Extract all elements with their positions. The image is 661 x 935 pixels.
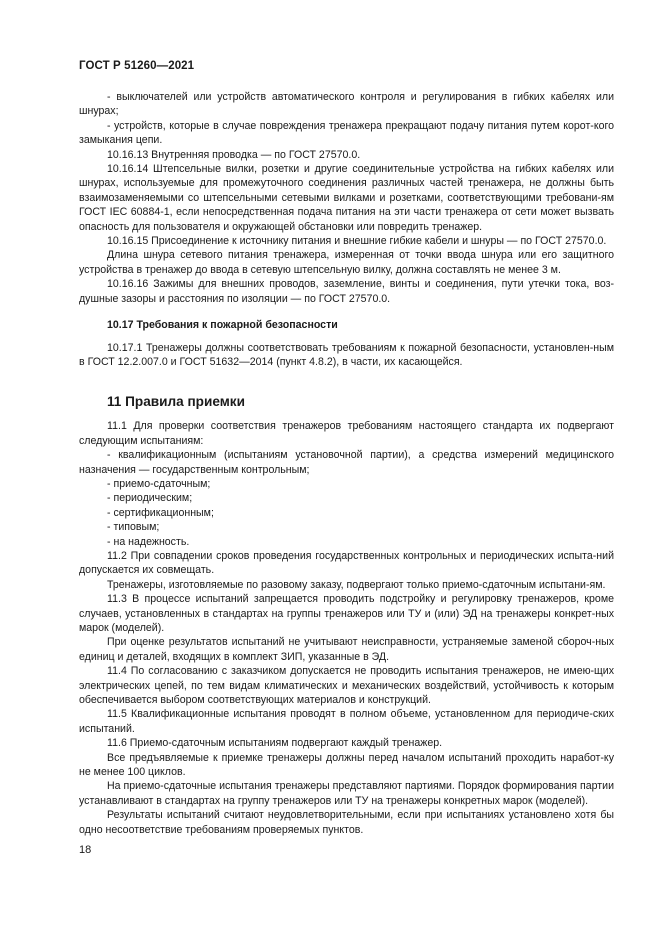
clause-11-5: 11.5 Квалификационные испытания проводят в полном объеме, установленном для периодиче-ских испытаний. [79, 708, 614, 735]
clause-10-17-1: 10.17.1 Тренажеры должны соответствовать требованиям к пожарной безопасности, установлен-ным в ГОСТ 12.2.007.0 и ГОСТ 51632—2014 (пункт 4.8.2), в части, их касающейся. [79, 341, 614, 368]
clause-11-1: 11.1 Для проверки соответствия тренажеров требованиям настоящего стандарта их подвергают следующим испытаниям: [79, 420, 614, 447]
list-item: - сертификационным; [107, 506, 214, 519]
clause-11-4: 11.4 По согласованию с заказчиком допускается не проводить испытания тренажеров, не имею-щих электрических цепей, по тем видам климатических и механических воздействий, устойчивость к которым обеспечивается выбором соответствующих материалов и конструкций. [79, 665, 614, 707]
clause-10-16-14: 10.16.14 Штепсельные вилки, розетки и другие соединительные устройства на гибких кабелях или шнурах, используемые для промежуточного соединения различных частей тренажера, не должны быть взаимозаменяемыми со штепсельными сетевыми вилками и розетками, соответствующими требовани-ям ГОСТ IEC 60884-1, если непосредственная подача питания на эти части тренажера от сети может вызвать опасность для пользователя и окружающей обстановки или повредить тренажер. [79, 163, 614, 233]
paragraph: На приемо-сдаточные испытания тренажеры представляют партиями. Порядок формирования партии устанавливают в стандартах на группу тренажеров или ТУ на тренажеры конкретных марок (моделей). [79, 780, 614, 807]
page-number: 18 [79, 844, 92, 856]
clause-11-3: 11.3 В процессе испытаний запрещается проводить подстройку и регулировку тренажеров, кроме случаев, установленных в стандартах на группы тренажеров или ТУ и (или) ЭД на тренажеры конкрет-ных марок (моделей). [79, 593, 614, 634]
list-item: - устройств, которые в случае повреждения тренажера прекращают подачу питания путем корот-кого замыкания цепи. [79, 119, 614, 147]
document-header: ГОСТ Р 51260—2021 [79, 60, 195, 72]
paragraph: Тренажеры, изготовляемые по разовому заказу, подвергают только приемо-сдаточным испытани-ям. [107, 578, 606, 591]
clause-10-16-16: 10.16.16 Зажимы для внешних проводов, заземление, винты и соединения, пути утечки тока, воз-душные зазоры и расстояния по изоляции — по ГОСТ 27570.0. [79, 278, 614, 305]
list-item: - на надежность. [107, 535, 190, 548]
clause-10-16-15: 10.16.15 Присоединение к источнику питания и внешние гибкие кабели и шнуры — по ГОСТ 27570.0. [107, 235, 607, 248]
clause-11-2: 11.2 При совпадении сроков проведения государственных контрольных и периодических испыта-ний допускается их совмещать. [79, 549, 614, 577]
list-item: - приемо-сдаточным; [107, 477, 211, 490]
document-body [79, 90, 614, 837]
paragraph: Все предъявляемые к приемке тренажеры должны перед началом испытаний проходить наработ-ку не менее 100 циклов. [79, 751, 614, 779]
section-heading-11: 11 Правила приемки [107, 394, 245, 410]
list-item: - периодическим; [107, 492, 193, 505]
clause-10-16-13: 10.16.13 Внутренняя проводка — по ГОСТ 27570.0. [107, 148, 361, 161]
list-item: - квалификационным (испытаниям установочной партии), а средства измерений медицинского назначения — государственным контрольным; [79, 449, 614, 476]
paragraph: Длина шнура сетевого питания тренажера, измеренная от точки ввода шнура или его защитного устройства в тренажер до ввода в сетевую штепсельную вилку, должна составлять не менее 3 м. [79, 249, 614, 276]
section-heading-10-17: 10.17 Требования к пожарной безопасности [107, 319, 338, 332]
paragraph: Результаты испытаний считают неудовлетворительными, если при испытаниях установлено хотя бы одно несоответствие требованиям проверяемых пунктов. [79, 809, 614, 836]
list-item: - типовым; [107, 521, 160, 534]
list-item: - выключателей или устройств автоматического контроля и регулирования в гибких кабелях или шнурах; [79, 91, 614, 118]
paragraph: При оценке результатов испытаний не учитывают неисправности, устраняемые заменой сбороч-ных единиц и деталей, входящих в комплект ЗИП, указанные в ЭД. [79, 636, 614, 663]
clause-11-6: 11.6 Приемо-сдаточным испытаниям подвергают каждый тренажер. [107, 737, 443, 750]
